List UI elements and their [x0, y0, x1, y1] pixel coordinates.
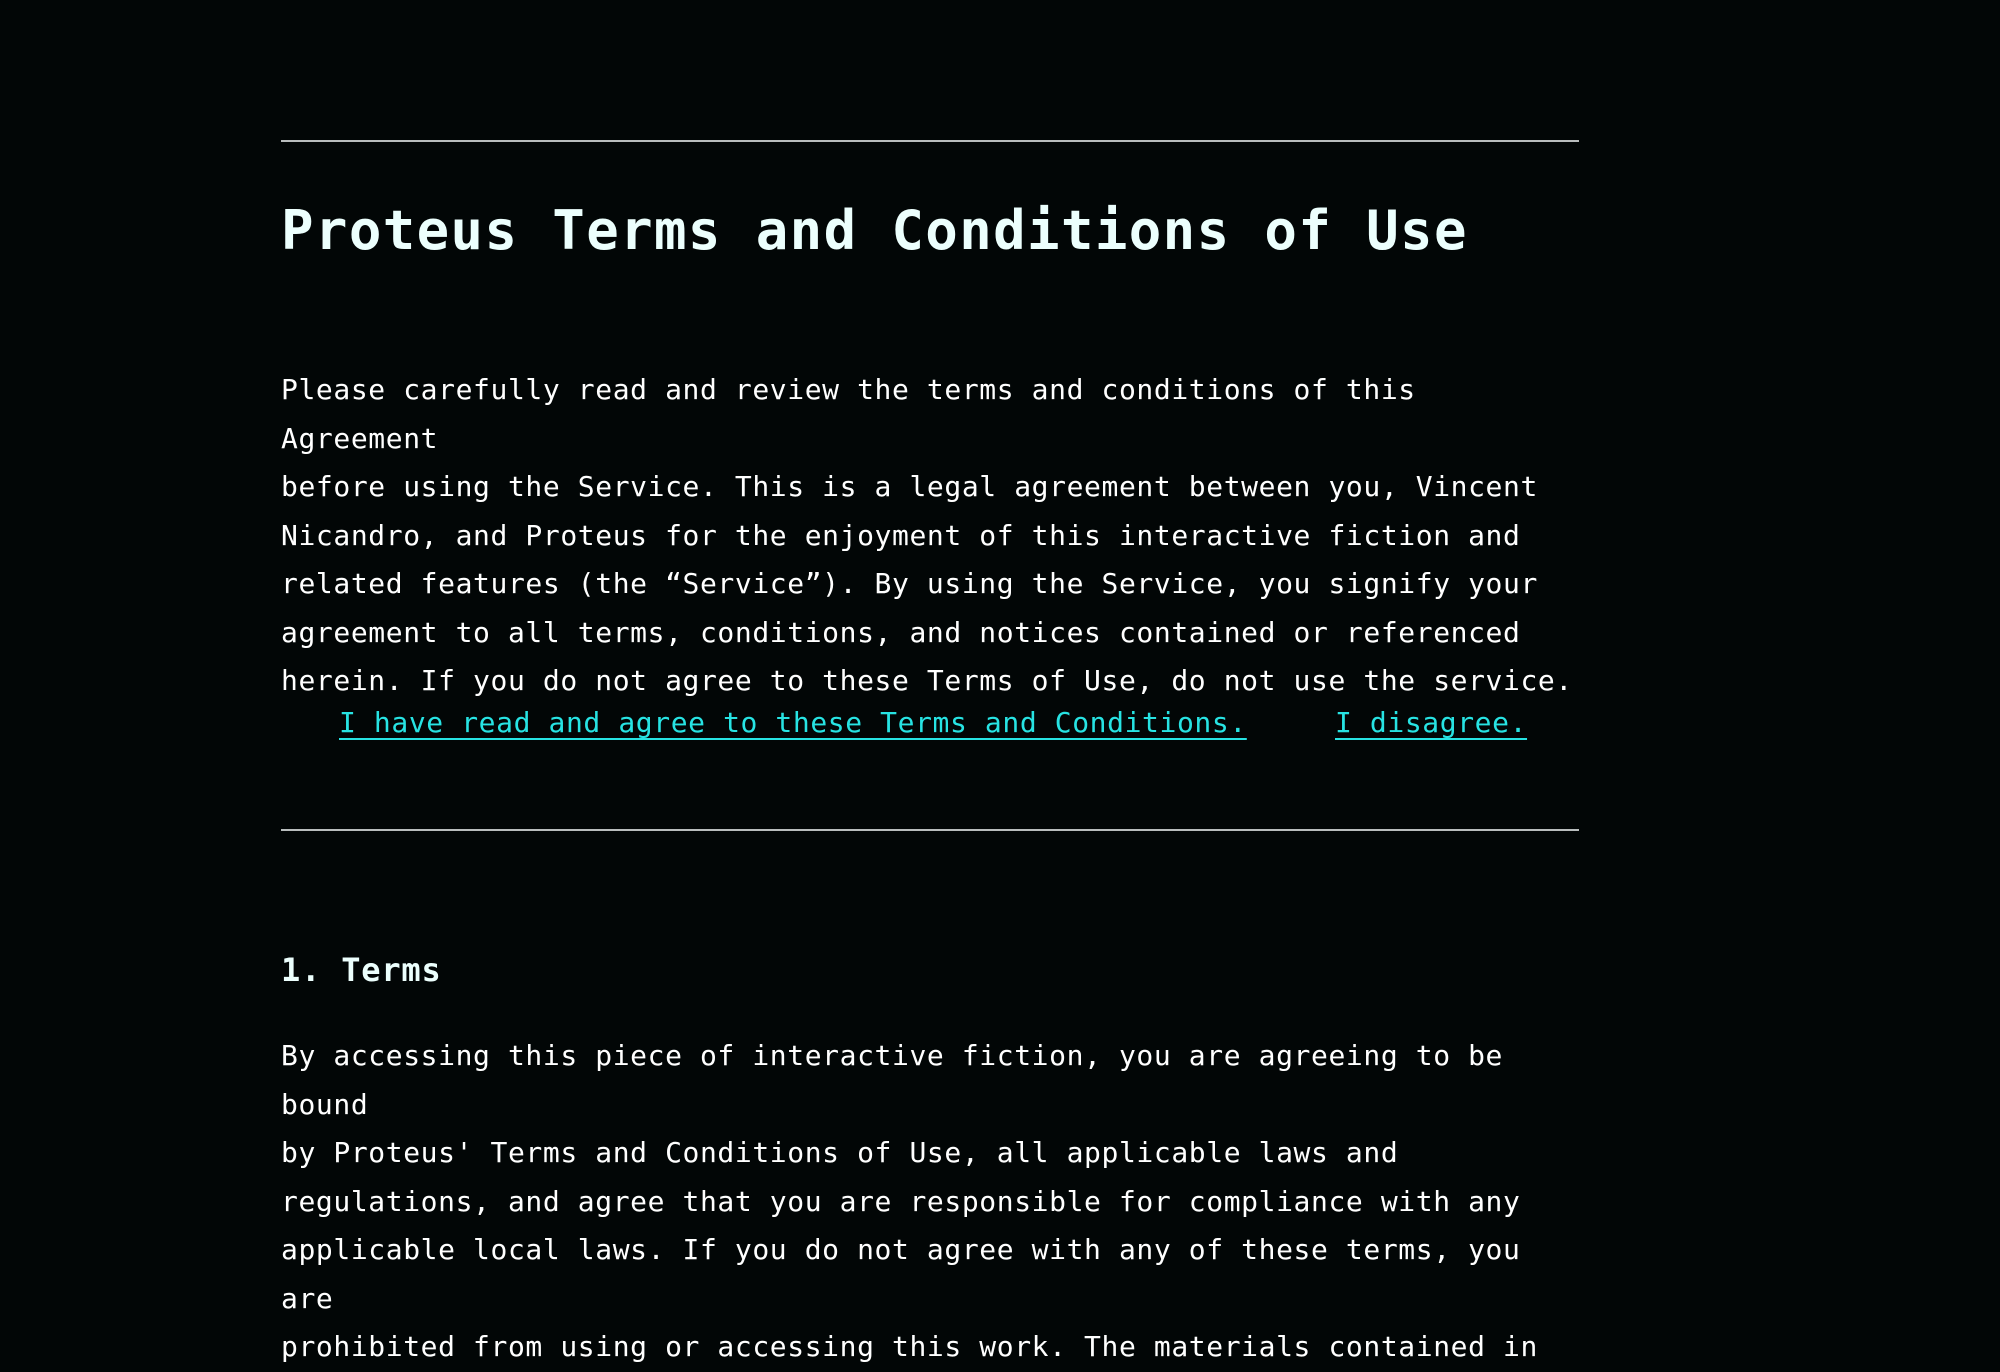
section-line: by Proteus' Terms and Conditions of Use, all applicable laws and [281, 1136, 1399, 1169]
section-heading-terms: 1. Terms [281, 951, 442, 989]
agreement-choices [281, 706, 1579, 754]
intro-line: herein. If you do not agree to these Terms of Use, do not use the service. [281, 664, 1573, 697]
section-line: By accessing this piece of interactive fiction, you are agreeing to be bound [281, 1039, 1504, 1121]
bottom-divider [281, 829, 1579, 831]
section-body-terms [281, 1032, 1579, 1372]
intro-line: Please carefully read and review the terms and conditions of this Agreement [281, 373, 1416, 455]
agree-link[interactable]: I have read and agree to these Terms and Conditions. [339, 706, 1247, 739]
top-divider [281, 140, 1579, 142]
page-title: Proteus Terms and Conditions of Use [281, 199, 1468, 262]
section-line: prohibited from using or accessing this work. The materials contained in [281, 1330, 1538, 1363]
intro-line: related features (the “Service”). By using the Service, you signify your [281, 567, 1538, 600]
disagree-link[interactable]: I disagree. [1335, 706, 1528, 739]
section-line: applicable local laws. If you do not agree with any of these terms, you are [281, 1233, 1521, 1315]
intro-line: before using the Service. This is a legal agreement between you, Vincent [281, 470, 1538, 503]
intro-paragraph [281, 366, 1579, 706]
intro-line: agreement to all terms, conditions, and notices contained or referenced [281, 615, 1521, 649]
section-line: regulations, and agree that you are responsible for compliance with any [281, 1184, 1521, 1218]
intro-line: Nicandro, and Proteus for the enjoyment of this interactive fiction and [281, 518, 1521, 552]
